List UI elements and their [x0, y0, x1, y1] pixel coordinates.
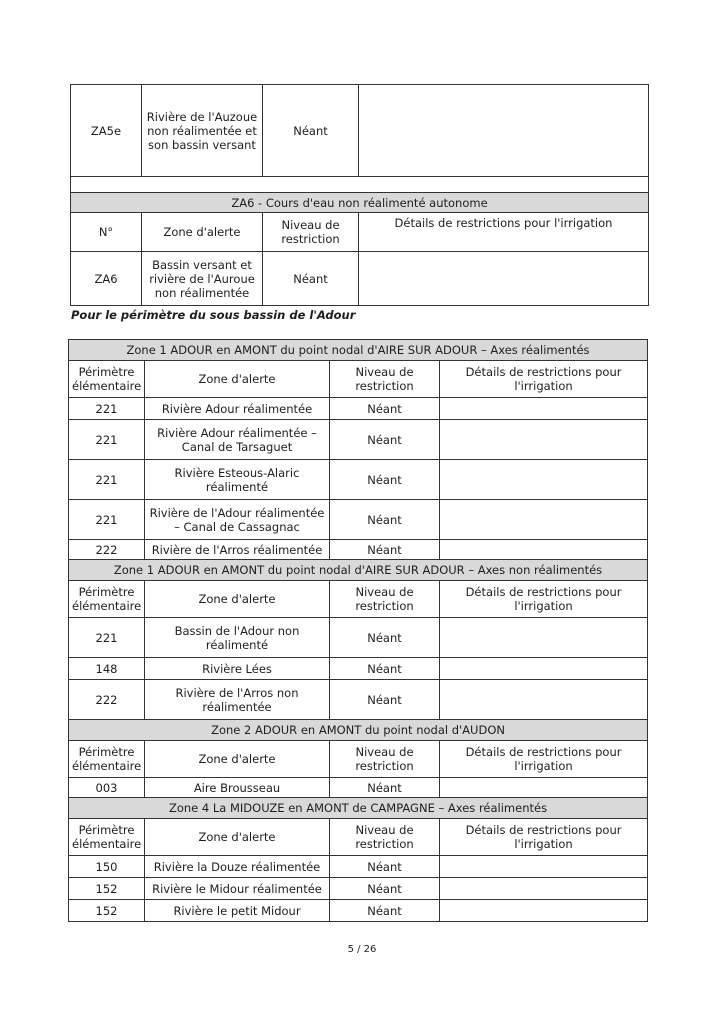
col-header-details: Détails de restrictions pour l'irrigation: [440, 581, 648, 618]
section-title: Zone 1 ADOUR en AMONT du point nodal d'AIRE SUR ADOUR – Axes réalimentés: [69, 340, 648, 361]
perimetre-cell: 221: [69, 618, 145, 658]
table-row: [69, 420, 648, 460]
restriction-details: [359, 252, 649, 306]
details-cell: [440, 658, 648, 680]
table-row: [69, 500, 648, 540]
col-header-level: Niveau de restriction: [330, 361, 440, 398]
level-cell: Néant: [330, 856, 440, 878]
col-header-num: N°: [71, 213, 142, 252]
col-header-details: Détails de restrictions pour l'irrigation: [440, 741, 648, 778]
page-number: 5 / 26: [347, 944, 377, 955]
zone-cell: Rivière Adour réalimentée – Canal de Tarsaguet: [145, 420, 330, 460]
level-cell: Néant: [330, 900, 440, 922]
col-header-perimetre: Périmètre élémentaire: [69, 819, 145, 856]
spacer-row: [71, 177, 649, 193]
zone-cell: Rivière de l'Arros réalimentée: [145, 540, 330, 560]
adour-restriction-table: [68, 339, 648, 922]
zone-cell: Rivière Lées: [145, 658, 330, 680]
section-title: Zone 2 ADOUR en AMONT du point nodal d'AUDON: [69, 720, 648, 741]
zone-name: Rivière de l'Auzoue non réalimentée et son bassin versant: [142, 85, 263, 177]
zone-cell: Rivière de l'Arros non réalimentée: [145, 680, 330, 720]
details-cell: [440, 420, 648, 460]
col-header-level: Niveau de restriction: [330, 581, 440, 618]
zone-cell: Rivière de l'Adour réalimentée – Canal de Cassagnac: [145, 500, 330, 540]
zone-cell: Rivière la Douze réalimentée: [145, 856, 330, 878]
details-cell: [440, 900, 648, 922]
perimetre-cell: 222: [69, 540, 145, 560]
section-band: [69, 798, 648, 819]
level-cell: Néant: [330, 618, 440, 658]
col-header-perimetre: Périmètre élémentaire: [69, 361, 145, 398]
table-row: [71, 252, 649, 306]
level-cell: Néant: [330, 878, 440, 900]
table-row: [69, 900, 648, 922]
restriction-details: [359, 85, 649, 177]
section-caption: Pour le périmètre du sous bassin de l'Adour: [71, 308, 356, 322]
section-band: [69, 560, 648, 581]
header-row: [69, 361, 648, 398]
level-cell: Néant: [330, 680, 440, 720]
perimetre-cell: 150: [69, 856, 145, 878]
section-band: [71, 193, 649, 213]
details-cell: [440, 778, 648, 798]
zone-cell: Rivière Adour réalimentée: [145, 398, 330, 420]
details-cell: [440, 618, 648, 658]
section-band: [69, 340, 648, 361]
perimetre-cell: 221: [69, 500, 145, 540]
header-row: [69, 741, 648, 778]
level-cell: Néant: [330, 420, 440, 460]
col-header-zone: Zone d'alerte: [145, 819, 330, 856]
col-header-level: Niveau de restriction: [330, 819, 440, 856]
col-header-perimetre: Périmètre élémentaire: [69, 581, 145, 618]
table-row: [69, 856, 648, 878]
details-cell: [440, 856, 648, 878]
col-header-level: Niveau de restriction: [330, 741, 440, 778]
perimetre-cell: 221: [69, 398, 145, 420]
zone-cell: Rivière le petit Midour: [145, 900, 330, 922]
perimetre-cell: 221: [69, 460, 145, 500]
perimetre-cell: 221: [69, 420, 145, 460]
level-cell: Néant: [330, 540, 440, 560]
details-cell: [440, 398, 648, 420]
zone-cell: Rivière Esteous-Alaric réalimenté: [145, 460, 330, 500]
perimetre-cell: 003: [69, 778, 145, 798]
col-header-zone: Zone d'alerte: [145, 741, 330, 778]
zone-cell: Aire Brousseau: [145, 778, 330, 798]
table-row: [71, 85, 649, 177]
level-cell: Néant: [330, 778, 440, 798]
za-restriction-table: [70, 84, 649, 306]
level-cell: Néant: [330, 460, 440, 500]
perimetre-cell: 148: [69, 658, 145, 680]
section-title: Zone 1 ADOUR en AMONT du point nodal d'AIRE SUR ADOUR – Axes non réalimentés: [69, 560, 648, 581]
zone-cell: Rivière le Midour réalimentée: [145, 878, 330, 900]
perimetre-cell: 222: [69, 680, 145, 720]
restriction-level: Néant: [263, 85, 359, 177]
header-row: [69, 581, 648, 618]
col-header-perimetre: Périmètre élémentaire: [69, 741, 145, 778]
zone-code: ZA5e: [71, 85, 142, 177]
section-title: ZA6 - Cours d'eau non réalimenté autonome: [71, 193, 649, 213]
table-row: [69, 878, 648, 900]
perimetre-cell: 152: [69, 900, 145, 922]
table-row: [69, 540, 648, 560]
table-row: [69, 460, 648, 500]
details-cell: [440, 460, 648, 500]
col-header-zone: Zone d'alerte: [145, 581, 330, 618]
col-header-details: Détails de restrictions pour l'irrigation: [359, 213, 649, 252]
section-band: [69, 720, 648, 741]
col-header-zone: Zone d'alerte: [145, 361, 330, 398]
col-header-details: Détails de restrictions pour l'irrigation: [440, 361, 648, 398]
details-cell: [440, 878, 648, 900]
details-cell: [440, 540, 648, 560]
zone-code: ZA6: [71, 252, 142, 306]
table-row: [69, 398, 648, 420]
details-cell: [440, 680, 648, 720]
header-row: [69, 819, 648, 856]
zone-name: Bassin versant et rivière de l'Auroue non réalimentée: [142, 252, 263, 306]
perimetre-cell: 152: [69, 878, 145, 900]
header-row: [71, 213, 649, 252]
zone-cell: Bassin de l'Adour non réalimenté: [145, 618, 330, 658]
col-header-details: Détails de restrictions pour l'irrigation: [440, 819, 648, 856]
col-header-zone: Zone d'alerte: [142, 213, 263, 252]
level-cell: Néant: [330, 500, 440, 540]
restriction-level: Néant: [263, 252, 359, 306]
table-row: [69, 618, 648, 658]
details-cell: [440, 500, 648, 540]
table-row: [69, 658, 648, 680]
level-cell: Néant: [330, 398, 440, 420]
table-row: [69, 778, 648, 798]
table-row: [69, 680, 648, 720]
level-cell: Néant: [330, 658, 440, 680]
section-title: Zone 4 La MIDOUZE en AMONT de CAMPAGNE – Axes réalimentés: [69, 798, 648, 819]
col-header-level: Niveau de restriction: [263, 213, 359, 252]
